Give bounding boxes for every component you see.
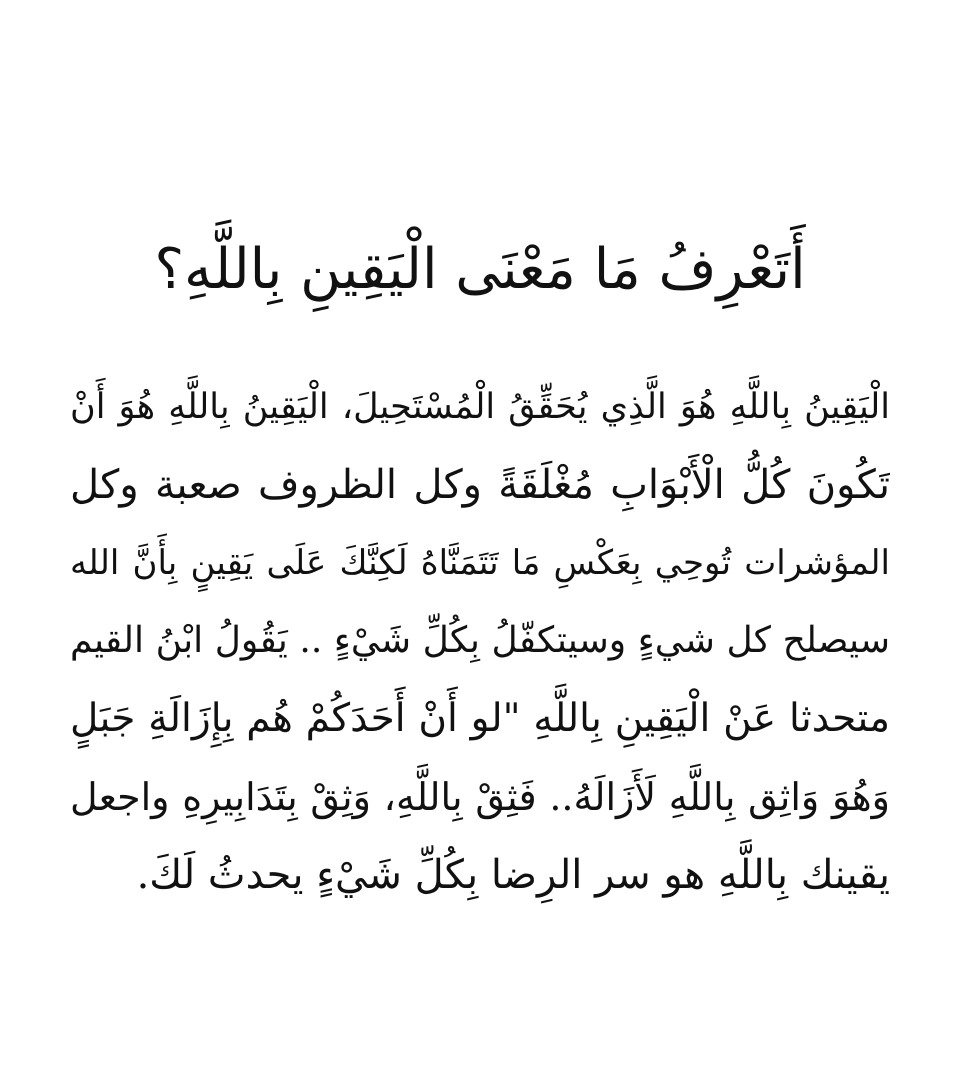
page-title: أَتَعْرِفُ مَا مَعْنَى الْيَقِينِ بِاللَّهِ؟ [154,237,806,302]
quote-line-5: متحدثا عَنْ الْيَقِينِ بِاللَّهِ "لو أَنْ أَحَدَكُمْ هُم بِإِزَالَةِ جَبَلٍ [70,696,890,741]
quote-line-3: المؤشرات تُوحِي بِعَكْسِ مَا تَتَمَنَّاهُ لَكِنَّكَ عَلَى يَقِينٍ بِأَنَّ الله [70,543,890,583]
quote-line-1: الْيَقِينُ بِاللَّهِ هُوَ الَّذِي يُحَقِّقُ الْمُسْتَحِيلَ، الْيَقِينُ بِاللَّهِ هُوَ أَنْ [70,387,890,427]
quote-line-6: وَهُوَ وَاثِق بِاللَّهِ لَأَزَالَهُ.. فَثِقْ بِاللَّهِ، وَثِقْ بِتَدَابِيرِهِ واجعل [70,775,890,819]
quote-line-7: يقينك بِاللَّهِ هو سر الرِضا بِكُلِّ شَيْءٍ يحدثُ لَكَ. [136,852,890,898]
quote-line-2: تَكُونَ كُلُّ الْأَبْوَابِ مُغْلَقَةً وكل الظروف صعبة وكل [70,462,890,508]
quote-body [70,368,890,914]
quote-line-4: سيصلح كل شيءٍ وسيتكفّلُ بِكُلِّ شَيْءٍ .. يَقُولُ ابْنُ القيم [70,620,890,661]
